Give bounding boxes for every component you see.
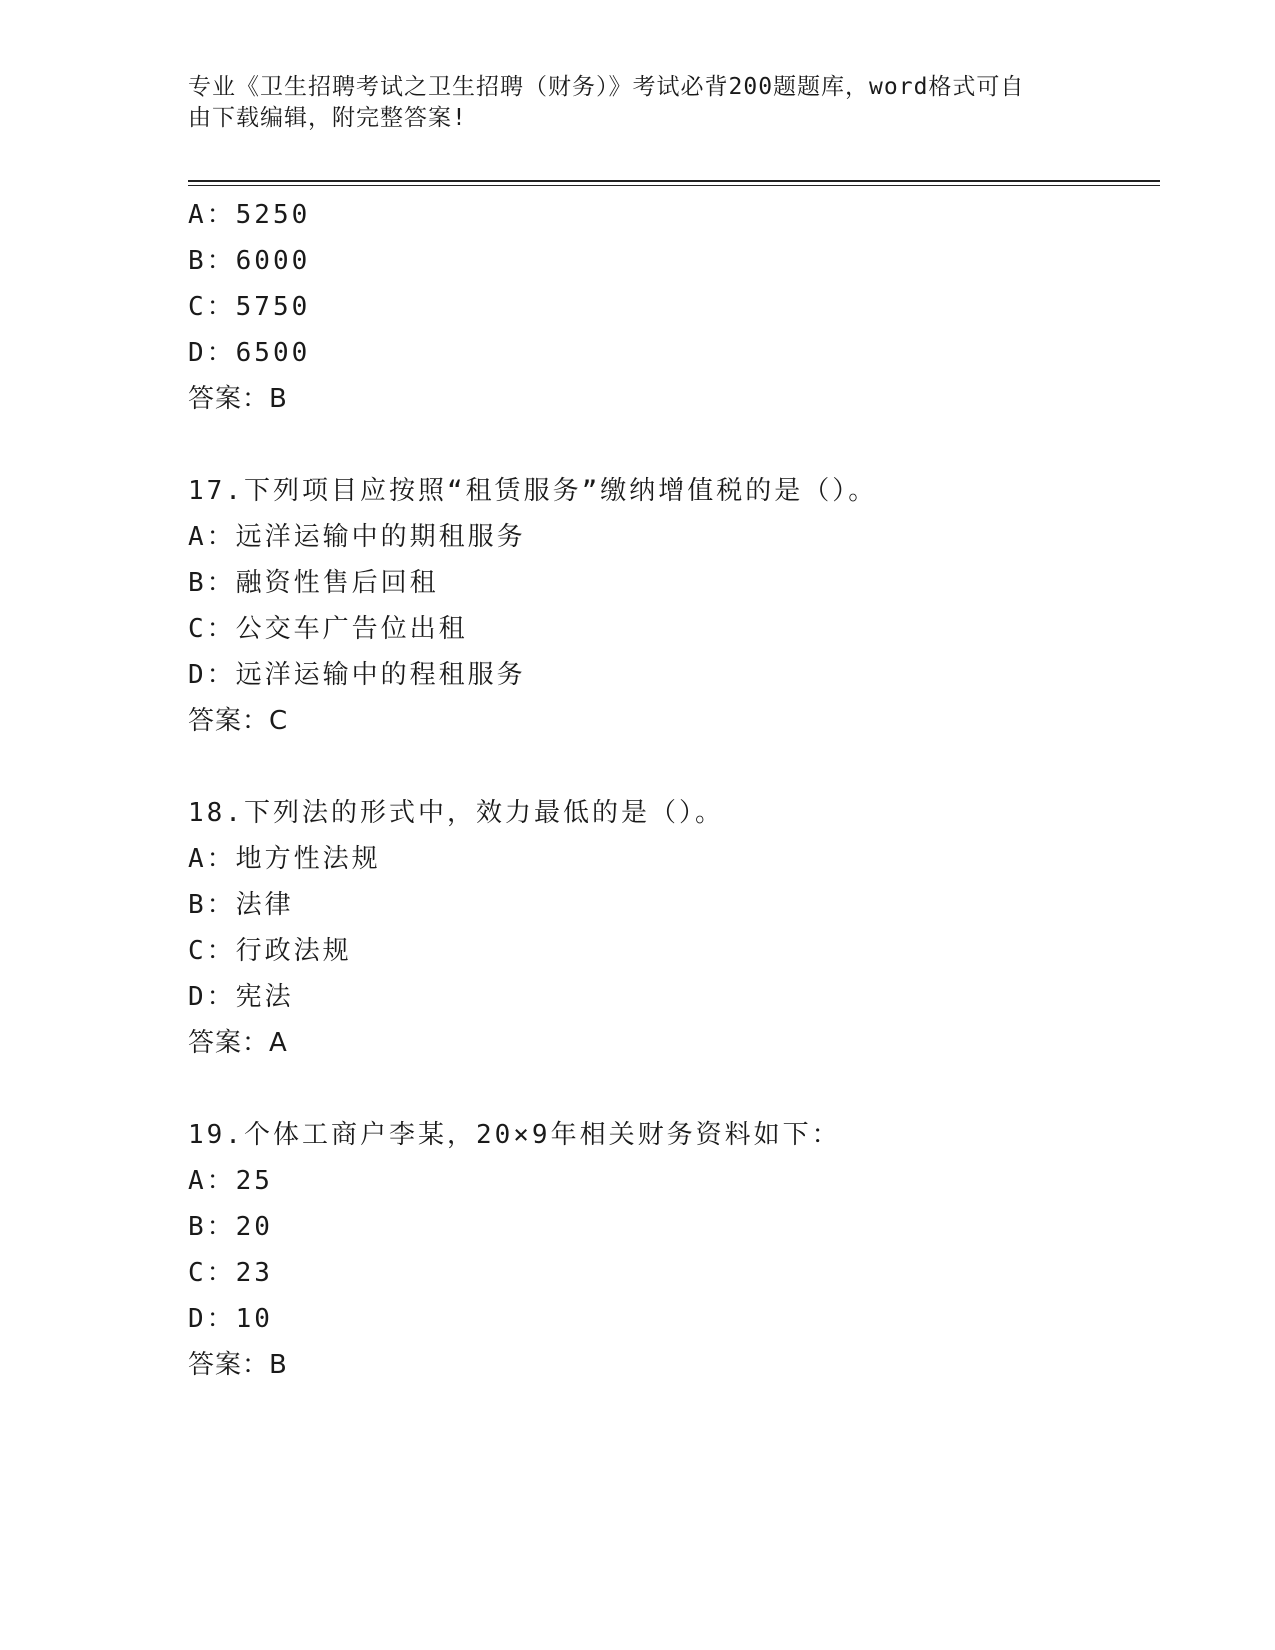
option-d: D：宪法: [188, 982, 294, 1012]
option-a: A：远洋运输中的期租服务: [188, 522, 526, 552]
question-text: 19.个体工商户李某，20×9年相关财务资料如下：: [188, 1120, 841, 1150]
question-block-19: [188, 1112, 1148, 1388]
question-list: [188, 192, 1148, 1388]
option-c: C：5750: [188, 292, 311, 322]
option-b: B：法律: [188, 890, 294, 920]
header-rule-thin: [188, 185, 1160, 186]
option-a: A：5250: [188, 200, 311, 230]
header-line-1: 专业《卫生招聘考试之卫生招聘（财务）》考试必背200题题库，word格式可自: [188, 74, 1025, 100]
option-d: D：6500: [188, 338, 311, 368]
header-rule-thick: [188, 180, 1160, 182]
document-header: [188, 72, 1088, 134]
option-a: A：25: [188, 1166, 273, 1196]
header-line-2: 由下载编辑，附完整答案!: [188, 105, 467, 131]
question-text: 17.下列项目应按照“租赁服务”缴纳增值税的是（）。: [188, 476, 878, 506]
question-block-16: [188, 192, 1148, 422]
option-c: C：23: [188, 1258, 273, 1288]
option-d: D：远洋运输中的程租服务: [188, 660, 526, 690]
option-d: D：10: [188, 1304, 273, 1334]
answer-line: 答案：A: [188, 1028, 288, 1058]
answer-line: 答案：B: [188, 1350, 288, 1380]
option-c: C：公交车广告位出租: [188, 614, 468, 644]
question-block-17: [188, 468, 1148, 744]
option-b: B：融资性售后回租: [188, 568, 439, 598]
question-block-18: [188, 790, 1148, 1066]
option-b: B：6000: [188, 246, 311, 276]
question-text: 18.下列法的形式中，效力最低的是（）。: [188, 798, 724, 828]
option-a: A：地方性法规: [188, 844, 381, 874]
option-b: B：20: [188, 1212, 273, 1242]
answer-line: 答案：B: [188, 384, 288, 414]
answer-line: 答案：C: [188, 706, 289, 736]
option-c: C：行政法规: [188, 936, 352, 966]
